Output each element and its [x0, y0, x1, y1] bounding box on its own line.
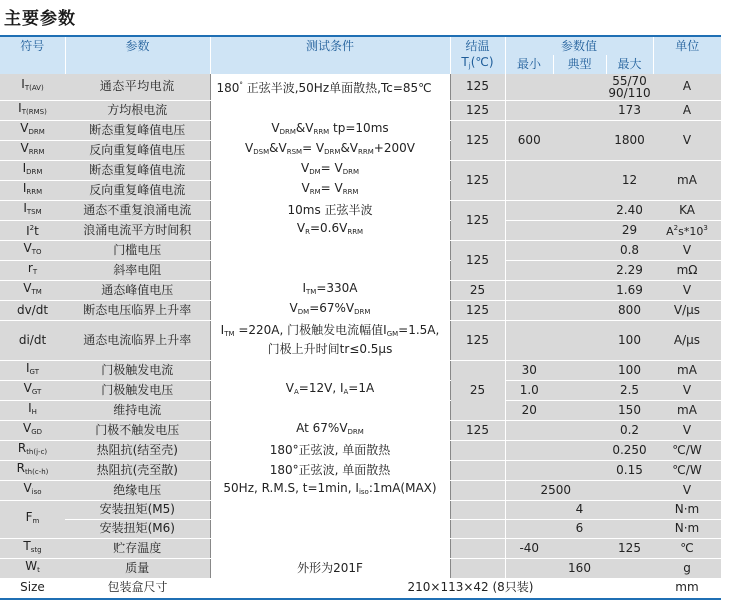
- min-cell: [505, 500, 553, 519]
- parameter-cell: 门极触发电流: [65, 360, 210, 380]
- tj-cell: [450, 558, 505, 578]
- max-cell: 0.250: [606, 440, 653, 460]
- tj-cell: 25: [450, 280, 505, 300]
- max-cell: 2.5: [606, 380, 653, 400]
- unit-cell: mm: [653, 578, 721, 597]
- min-cell: [505, 240, 553, 260]
- max-cell: 2.40: [606, 200, 653, 220]
- condition-cell: 180°正弦波, 单面散热: [210, 440, 450, 460]
- tj-cell: 125: [450, 240, 505, 280]
- parameter-cell: 反向重复峰值电压: [65, 140, 210, 160]
- min-cell: 30: [505, 360, 553, 380]
- unit-cell: N·m: [653, 519, 721, 538]
- parameter-cell: 断态电压临界上升率: [65, 300, 210, 320]
- condition-cell: 外形为201F: [210, 558, 450, 578]
- symbol-cell: $I_{RRM}$: [0, 180, 65, 200]
- min-cell: [505, 200, 553, 220]
- unit-cell: V: [653, 240, 721, 260]
- unit-cell: N·m: [653, 500, 721, 519]
- condition-cell: [210, 538, 450, 558]
- max-cell: [606, 519, 653, 538]
- min-cell: [505, 260, 553, 280]
- parameter-cell: 门槛电压: [65, 240, 210, 260]
- typ-cell: [553, 400, 606, 420]
- table-row: [0, 440, 721, 460]
- unit-cell: mA: [653, 160, 721, 200]
- parameter-cell: 通态峰值电压: [65, 280, 210, 300]
- table-row: [0, 558, 721, 578]
- condition-cell: $I_{TM} =220A$, 门极触发电流幅值$I_{GM}=1.5A$, 门极上升时间tr≤0.5μs: [210, 320, 450, 360]
- table-bottom-rule: [0, 598, 721, 600]
- symbol-cell: $I_H$: [0, 400, 65, 420]
- header-row: [0, 37, 721, 55]
- parameter-cell: 门极触发电压: [65, 380, 210, 400]
- table-row: [0, 320, 721, 360]
- table-row: [0, 260, 721, 280]
- max-cell: [606, 558, 653, 578]
- unit-cell: V: [653, 420, 721, 440]
- condition-cell: 10ms 正弦半波: [210, 200, 450, 220]
- max-cell: 29: [606, 220, 653, 240]
- typ-cell: 160: [553, 558, 606, 578]
- condition-cell: $V_{DRM}\&V_{RRM}$ tp=10ms: [210, 120, 450, 140]
- min-cell: [505, 460, 553, 480]
- parameter-cell: 浪涌电流平方时间积: [65, 220, 210, 240]
- tj-cell: [450, 519, 505, 538]
- condition-cell: $V_{RM}= V_{RRM}$: [210, 180, 450, 200]
- tj-cell: [450, 538, 505, 558]
- table-row: [0, 280, 721, 300]
- condition-cell: 180° 正弦半波,50Hz单面散热,Tc=85℃: [210, 74, 450, 100]
- table-row: [0, 160, 721, 180]
- typ-cell: [553, 280, 606, 300]
- parameter-cell: 断态重复峰值电流: [65, 160, 210, 180]
- symbol-cell: $I_{T(AV)}$: [0, 74, 65, 100]
- max-cell: 55/70 90/110: [606, 74, 653, 100]
- min-cell: [505, 519, 553, 538]
- parameter-cell: 门极不触发电压: [65, 420, 210, 440]
- max-cell: 0.15: [606, 460, 653, 480]
- parameter-cell: 断态重复峰值电压: [65, 120, 210, 140]
- max-cell: 1.69: [606, 280, 653, 300]
- unit-cell: A: [653, 74, 721, 100]
- symbol-cell: $V_{GT}$: [0, 380, 65, 400]
- max-cell: 100: [606, 360, 653, 380]
- min-cell: 600: [505, 120, 553, 160]
- max-cell: 150: [606, 400, 653, 420]
- typ-cell: [553, 380, 606, 400]
- tj-cell: 125: [450, 200, 505, 240]
- condition-cell: [210, 400, 450, 420]
- table-row: [0, 300, 721, 320]
- unit-cell: V: [653, 280, 721, 300]
- unit-cell: ℃/W: [653, 460, 721, 480]
- parameter-cell: 热阻抗(壳至散): [65, 460, 210, 480]
- typ-cell: [553, 360, 606, 380]
- min-cell: [505, 300, 553, 320]
- typ-cell: [553, 160, 606, 200]
- symbol-cell: $V_{TM}$: [0, 280, 65, 300]
- max-cell: 12: [606, 160, 653, 200]
- header-typ: 典型: [553, 55, 606, 74]
- symbol-cell: $I_{DRM}$: [0, 160, 65, 180]
- table-row: [0, 100, 721, 120]
- symbol-cell: $I_{TSM}$: [0, 200, 65, 220]
- typ-cell: [553, 220, 606, 240]
- condition-cell: [210, 100, 450, 120]
- max-cell: 800: [606, 300, 653, 320]
- unit-cell: V: [653, 380, 721, 400]
- tj-cell: 125: [450, 74, 505, 100]
- table-row: [0, 519, 721, 538]
- typ-cell: [553, 100, 606, 120]
- typ-cell: [553, 300, 606, 320]
- table-row: [0, 360, 721, 380]
- max-cell: 0.2: [606, 420, 653, 440]
- min-cell: [505, 160, 553, 200]
- typ-cell: 6: [553, 519, 606, 538]
- tj-cell: 125: [450, 300, 505, 320]
- typ-cell: [553, 538, 606, 558]
- parameter-cell: 绝缘电压: [65, 480, 210, 500]
- unit-cell: ℃: [653, 538, 721, 558]
- max-cell: 1800: [606, 120, 653, 160]
- page-title: 主要参数: [4, 9, 76, 29]
- max-cell: 100: [606, 320, 653, 360]
- symbol-cell: $R_{th(j-c)}$: [0, 440, 65, 460]
- condition-cell: [210, 519, 450, 538]
- min-cell: -40: [505, 538, 553, 558]
- typ-cell: [553, 240, 606, 260]
- unit-cell: ℃/W: [653, 440, 721, 460]
- max-cell: [606, 500, 653, 519]
- parameter-table: [0, 35, 721, 600]
- table-row: [0, 480, 721, 500]
- unit-cell: mA: [653, 360, 721, 380]
- typ-cell: [553, 260, 606, 280]
- tj-cell: 125: [450, 120, 505, 160]
- header-max: 最大: [606, 55, 653, 74]
- max-cell: 125: [606, 538, 653, 558]
- tj-cell: [450, 500, 505, 519]
- header-conditions: 测试条件: [210, 37, 450, 55]
- symbol-cell: $V_{TO}$: [0, 240, 65, 260]
- max-cell: 173: [606, 100, 653, 120]
- unit-cell: $A^2s*10^3$: [653, 220, 721, 240]
- condition-cell: 210×113×42 (8只装): [210, 578, 653, 597]
- min-cell: [505, 220, 553, 240]
- parameter-cell: 贮存温度: [65, 538, 210, 558]
- table-row: [0, 538, 721, 558]
- condition-cell: $V_{DM}= V_{DRM}$: [210, 160, 450, 180]
- tj-cell: [450, 460, 505, 480]
- tj-cell: [450, 480, 505, 500]
- table-row: [0, 380, 721, 400]
- min-cell: [505, 558, 553, 578]
- unit-cell: A: [653, 100, 721, 120]
- min-cell: 2500: [505, 480, 606, 500]
- unit-cell: V: [653, 480, 721, 500]
- typ-cell: [553, 420, 606, 440]
- max-cell: [606, 480, 653, 500]
- unit-cell: A/μs: [653, 320, 721, 360]
- table-row: [0, 200, 721, 220]
- condition-cell: [210, 360, 450, 380]
- tj-cell: 125: [450, 160, 505, 200]
- unit-cell: KA: [653, 200, 721, 220]
- parameter-cell: 热阻抗(结至壳): [65, 440, 210, 460]
- tj-cell: 125: [450, 420, 505, 440]
- symbol-cell: $R_{th(c-h)}$: [0, 460, 65, 480]
- table-row: [0, 420, 721, 440]
- parameter-cell: 方均根电流: [65, 100, 210, 120]
- condition-cell: $V_A=12V$, $I_A=1A$: [210, 380, 450, 400]
- header-unit: 单位: [653, 37, 721, 55]
- typ-cell: [553, 320, 606, 360]
- condition-cell: $V_R=0.6V_{RRM}$: [210, 220, 450, 240]
- parameter-cell: 通态平均电流: [65, 74, 210, 100]
- condition-cell: $I_{TM}=330A$: [210, 280, 450, 300]
- tj-cell: 125: [450, 320, 505, 360]
- symbol-cell: $V_{iso}$: [0, 480, 65, 500]
- header-row-2: [0, 55, 721, 74]
- parameter-cell: 斜率电阻: [65, 260, 210, 280]
- symbol-cell: $V_{RRM}$: [0, 140, 65, 160]
- condition-cell: [210, 500, 450, 519]
- parameter-cell: 反向重复峰值电流: [65, 180, 210, 200]
- symbol-cell: Size: [0, 578, 65, 597]
- condition-cell: [210, 260, 450, 280]
- condition-cell: At $67\%V_{DRM}$: [210, 420, 450, 440]
- table-row: [0, 500, 721, 519]
- min-cell: 1.0: [505, 380, 553, 400]
- min-cell: [505, 74, 553, 100]
- unit-cell: mΩ: [653, 260, 721, 280]
- unit-cell: V/μs: [653, 300, 721, 320]
- symbol-cell: $r_T$: [0, 260, 65, 280]
- symbol-cell: $F_m$: [0, 500, 65, 538]
- table-row: [0, 460, 721, 480]
- typ-cell: [553, 120, 606, 160]
- unit-cell: mA: [653, 400, 721, 420]
- typ-cell: [553, 74, 606, 100]
- condition-cell: $V_{DM}=67\%V_{DRM}$: [210, 300, 450, 320]
- header-tj: $T_j(℃)$: [450, 55, 505, 74]
- symbol-cell: $I_{GT}$: [0, 360, 65, 380]
- header-junction-temp: 结温: [450, 37, 505, 55]
- parameter-cell: 包装盒尺寸: [65, 578, 210, 597]
- min-cell: [505, 440, 553, 460]
- parameter-cell: 通态电流临界上升率: [65, 320, 210, 360]
- condition-cell: 180°正弦波, 单面散热: [210, 460, 450, 480]
- table-row: [0, 400, 721, 420]
- typ-cell: [553, 440, 606, 460]
- max-cell: 0.8: [606, 240, 653, 260]
- unit-cell: g: [653, 558, 721, 578]
- tj-cell: [450, 440, 505, 460]
- symbol-cell: $T_{stg}$: [0, 538, 65, 558]
- parameter-cell: 安装扭矩(M5): [65, 500, 210, 519]
- max-cell: 2.29: [606, 260, 653, 280]
- table-row: [0, 240, 721, 260]
- typ-cell: 4: [553, 500, 606, 519]
- parameter-cell: 安装扭矩(M6): [65, 519, 210, 538]
- symbol-cell: $I^2t$: [0, 220, 65, 240]
- typ-cell: [553, 460, 606, 480]
- header-parameter: 参数: [65, 37, 210, 55]
- parameter-cell: 维持电流: [65, 400, 210, 420]
- typ-cell: [553, 200, 606, 220]
- symbol-cell: di/dt: [0, 320, 65, 360]
- condition-cell: 50Hz, R.M.S, t=1min, $I_{iso}:1mA(MAX)$: [210, 480, 450, 500]
- tj-cell: 25: [450, 360, 505, 420]
- min-cell: [505, 100, 553, 120]
- symbol-cell: $V_{GD}$: [0, 420, 65, 440]
- symbol-cell: $I_{T(RMS)}$: [0, 100, 65, 120]
- unit-cell: V: [653, 120, 721, 160]
- min-cell: [505, 280, 553, 300]
- symbol-cell: dv/dt: [0, 300, 65, 320]
- table-row: [0, 120, 721, 140]
- table-row: [0, 74, 721, 100]
- parameter-cell: 通态不重复浪涌电流: [65, 200, 210, 220]
- min-cell: 20: [505, 400, 553, 420]
- condition-cell: $V_{DSM}\&V_{RSM}=$ $V_{DRM}\&V_{RRM}+200V$: [210, 140, 450, 160]
- condition-cell: [210, 240, 450, 260]
- symbol-cell: $V_{DRM}$: [0, 120, 65, 140]
- min-cell: [505, 420, 553, 440]
- table-row: [0, 220, 721, 240]
- table-row: [0, 578, 721, 597]
- header-values: 参数值: [505, 37, 653, 55]
- header-symbol: 符号: [0, 37, 65, 55]
- tj-cell: 125: [450, 100, 505, 120]
- parameter-cell: 质量: [65, 558, 210, 578]
- header-min: 最小: [505, 55, 553, 74]
- symbol-cell: $W_t$: [0, 558, 65, 578]
- min-cell: [505, 320, 553, 360]
